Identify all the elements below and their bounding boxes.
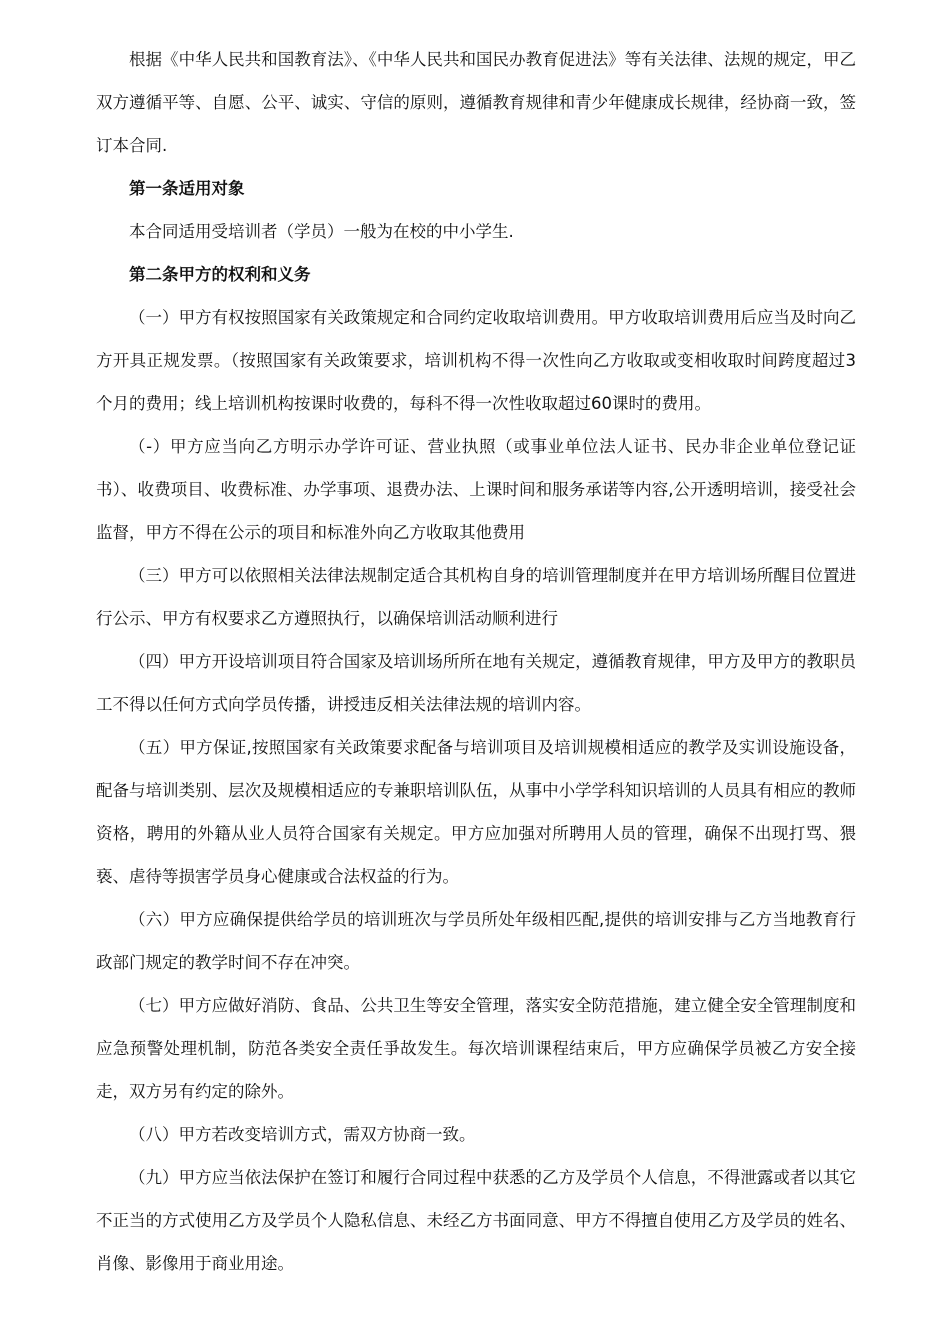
article-2-item-5: （五）甲方保证,按照国家有关政策要求配备与培训项目及培训规模相适应的教学及实训设施设备，配备与培训类别、层次及规模相适应的专兼职培训队伍，从事中小学学科知识培训的人员具有相应的教师资格，聘用的外籍从业人员符合国家有关规定。甲方应加强对所聘用人员的管理，确保不出现打骂、猥亵、虐待等损害学员身心健康或合法权益的行为。	[96, 738, 856, 886]
article-2-item-4: （四）甲方开设培训项目符合国家及培训场所所在地有关规定，遵循教育规律，甲方及甲方的教职员工不得以任何方式向学员传播，讲授违反相关法律法规的培训内容。	[96, 652, 856, 714]
article-1-title: 第一条适用对象	[129, 179, 245, 198]
article-2-item-3: （三）甲方可以依照相关法律法规制定适合其机构自身的培训管理制度并在甲方培训场所醒目位置进行公示、甲方有权要求乙方遵照执行，以确保培训活动顺利进行	[96, 566, 856, 628]
article-2-item-6: （六）甲方应确保提供给学员的培训班次与学员所处年级相匹配,提供的培训安排与乙方当地教育行政部门规定的教学时间不存在冲突。	[96, 910, 856, 972]
article-2-item-8: （八）甲方若改变培训方式，需双方协商一致。	[129, 1125, 476, 1144]
article-2-item-9: （九）甲方应当依法保护在签订和履行合同过程中获悉的乙方及学员个人信息，不得泄露或者以其它不正当的方式使用乙方及学员个人隐私信息、未经乙方书面同意、甲方不得擅自使用乙方及学员的姓名、肖像、影像用于商业用途。	[96, 1168, 856, 1273]
article-1-body: 本合同适用受培训者（学员）一般为在校的中小学生.	[129, 222, 514, 241]
intro-paragraph: 根据《中华人民共和国教育法》、《中华人民共和国民办教育促进法》等有关法律、法规的规定，甲乙双方遵循平等、自愿、公平、诚实、守信的原则，遵循教育规律和青少年健康成长规律，经协商一致，签订本合同.	[96, 50, 856, 155]
article-2-item-7: （七）甲方应做好消防、食品、公共卫生等安全管理，落实安全防范措施，建立健全安全管理制度和应急预警处理机制，防范各类安全责任爭故发生。每次培训课程结束后，甲方应确保学员被乙方安全接走，双方另有约定的除外。	[96, 996, 856, 1101]
article-2-title: 第二条甲方的权利和义务	[129, 265, 311, 284]
document-page	[96, 38, 856, 1285]
article-2-item-1: （一）甲方有权按照国家有关政策规定和合同约定收取培训费用。甲方收取培训费用后应当及时向乙方开具正规发票。（按照国家有关政策要求，培训机构不得一次性向乙方收取或变相收取时间跨度超过3个月的费用；线上培训机构按课时收费的，每科不得一次性收取超过60课时的费用。	[96, 308, 856, 413]
article-2-item-2: （-）甲方应当向乙方明示办学许可证、营业执照（或事业单位法人证书、民办非企业单位登记证书）、收费项目、收费标准、办学事项、退费办法、上课时间和服务承诺等内容,公开透明培训，接受社会监督，甲方不得在公示的项目和标准外向乙方收取其他费用	[96, 437, 856, 542]
